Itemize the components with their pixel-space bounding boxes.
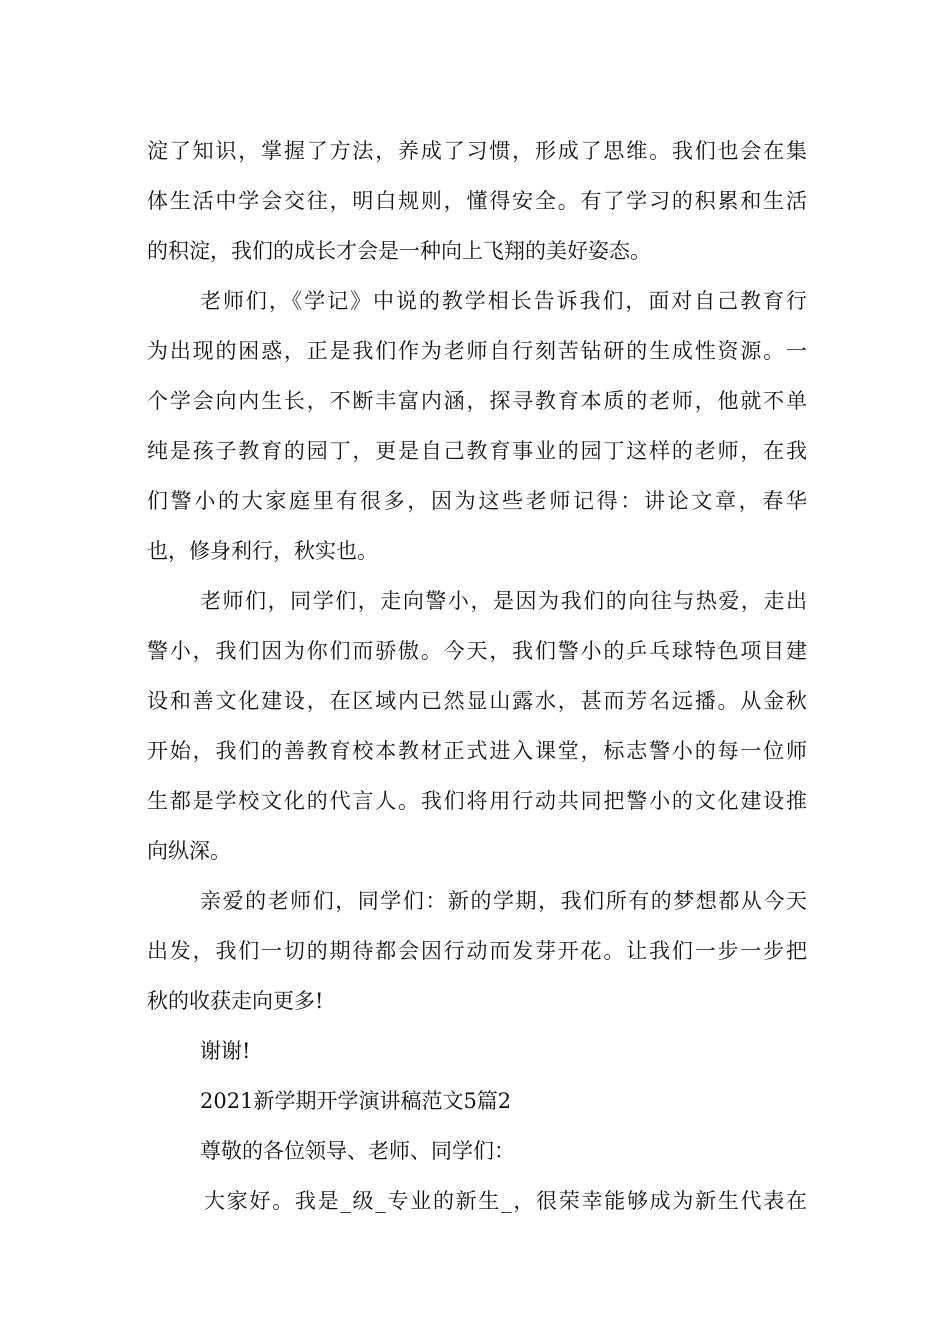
paragraph-4-line-1: 亲爱的老师们，同学们：新的学期，我们所有的梦想都从今天 <box>200 889 807 913</box>
paragraph-3-line-2: 警小，我们因为你们而骄傲。今天，我们警小的乒乓球特色项目建 <box>147 639 807 663</box>
salutation-line: 尊敬的各位领导、老师、同学们： <box>200 1139 515 1163</box>
thanks-line: 谢谢! <box>200 1039 251 1063</box>
paragraph-2-line-4: 纯是孩子教育的园丁，更是自己教育事业的园丁这样的老师，在我 <box>147 439 807 463</box>
paragraph-2-line-6: 也，修身利行，秋实也。 <box>147 539 378 563</box>
paragraph-3-line-5: 生都是学校文化的代言人。我们将用行动共同把警小的文化建设推 <box>147 789 807 813</box>
paragraph-2-line-2: 为出现的困惑，正是我们作为老师自行刻苦钻研的生成性资源。一 <box>147 339 807 363</box>
opening-line: 大家好。我是_级_专业的新生_，很荣幸能够成为新生代表在 <box>204 1189 807 1213</box>
paragraph-2-line-1: 老师们，《学记》中说的教学相长告诉我们，面对自己教育行 <box>200 289 807 313</box>
section-heading: 2021新学期开学演讲稿范文5篇2 <box>200 1089 512 1113</box>
paragraph-2-line-3: 个学会向内生长，不断丰富内涵，探寻教育本质的老师，他就不单 <box>147 389 807 413</box>
paragraph-3-line-6: 向纵深。 <box>147 839 231 863</box>
paragraph-1-line-2: 体生活中学会交往，明白规则，懂得安全。有了学习的积累和生活 <box>147 189 807 213</box>
paragraph-3-line-1: 老师们，同学们，走向警小，是因为我们的向往与热爱，走出 <box>200 589 807 613</box>
paragraph-2-line-5: 们警小的大家庭里有很多，因为这些老师记得：讲论文章，春华 <box>147 489 807 513</box>
paragraph-4-line-2: 出发，我们一切的期待都会因行动而发芽开花。让我们一步一步把 <box>147 939 807 963</box>
paragraph-3-line-3: 设和善文化建设，在区域内已然显山露水，甚而芳名远播。从金秋 <box>147 689 807 713</box>
paragraph-1-line-1: 淀了知识，掌握了方法，养成了习惯，形成了思维。我们也会在集 <box>147 139 807 163</box>
paragraph-3-line-4: 开始，我们的善教育校本教材正式进入课堂，标志警小的每一位师 <box>147 739 807 763</box>
paragraph-4-line-3: 秋的收获走向更多! <box>147 989 324 1013</box>
paragraph-1-line-3: 的积淀，我们的成长才会是一种向上飞翔的美好姿态。 <box>147 239 651 263</box>
